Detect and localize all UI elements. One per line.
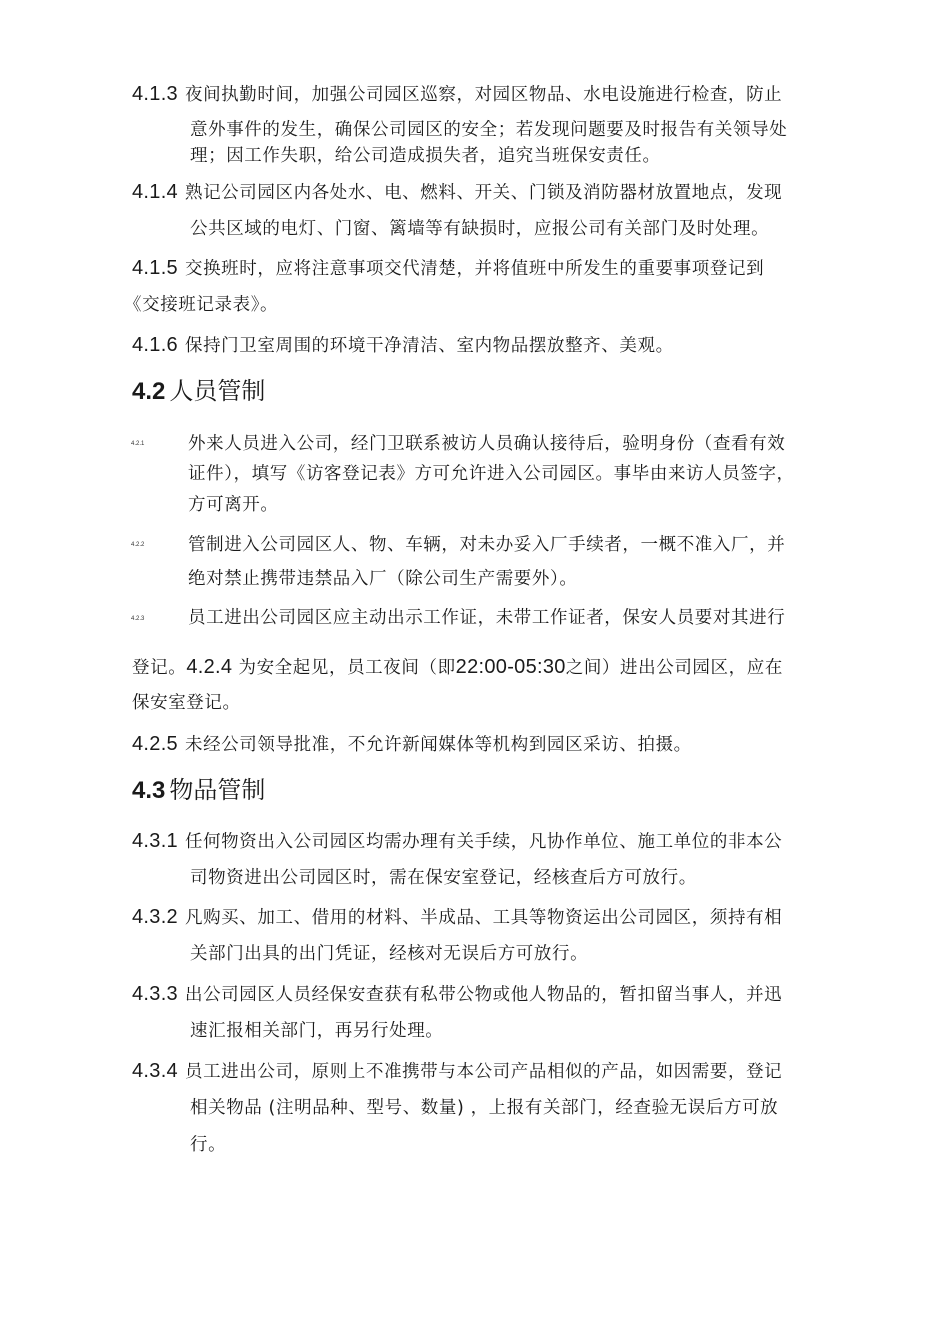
clause-4-2-3-line-3: 保安室登记。	[132, 693, 241, 713]
clause-4-1-5-line-2: 《交接班记录表》。	[124, 295, 279, 315]
clause-4-3-3-line-2: 速汇报相关部门，再另行处理。	[190, 1021, 444, 1041]
clause-number-tiny: 4.2.1	[131, 441, 145, 447]
clause-number-tiny: 4.2.2	[131, 542, 145, 548]
clause-number: 4.1.5	[132, 257, 178, 279]
clause-number: 4.1.4	[132, 181, 178, 203]
clause-number: 4.3.1	[132, 830, 178, 852]
clause-4-3-1-line-2: 司物资进出公司园区时，需在保安室登记，经核查后方可放行。	[190, 868, 697, 888]
clause-4-1-3-line-2: 意外事件的发生，确保公司园区的安全；若发现问题要及时报告有关领导处	[190, 120, 788, 140]
clause-4-1-3-line-1: 4.1.3 夜间执勤时间，加强公司园区巡察，对园区物品、水电设施进行检查，防止	[132, 83, 783, 105]
clause-4-3-3-line-1: 4.3.3 出公司园区人员经保安查获有私带公物或他人物品的，暂扣留当事人，并迅	[132, 983, 783, 1005]
clause-4-1-6-line-1: 4.1.6 保持门卫室周围的环境干净清洁、室内物品摆放整齐、美观。	[132, 334, 674, 356]
clause-4-2-2-line-1: 管制进入公司园区人、物、车辆，对未办妥入厂手续者，一概不准入厂，并	[188, 535, 786, 555]
clause-4-1-5-line-1: 4.1.5 交换班时，应将注意事项交代清楚，并将值班中所发生的重要事项登记到	[132, 257, 765, 279]
clause-4-2-2-line-2: 绝对禁止携带违禁品入厂（除公司生产需要外）。	[188, 569, 578, 589]
section-heading-4-2: 4.2 人员管制	[132, 377, 266, 405]
clause-number: 4.1.3	[132, 83, 178, 105]
clause-number: 4.2.5	[132, 733, 178, 755]
clause-number: 4.3.3	[132, 983, 178, 1005]
clause-number: 4.2.4	[186, 656, 233, 678]
clause-number: 4.3.2	[132, 906, 178, 928]
clause-4-3-4-line-2: 相关物品 (注明品种、型号、数量) ，上报有关部门，经查验无误后方可放	[190, 1098, 779, 1118]
clause-4-1-4-line-1: 4.1.4 熟记公司园区内各处水、电、燃料、开关、门锁及消防器材放置地点，发现	[132, 181, 783, 203]
clause-4-2-3-line-2: 登记。4.2.4 为安全起见，员工夜间（即22:00-05:30之间）进出公司园区，应在	[132, 656, 783, 678]
clause-4-1-4-line-2: 公共区域的电灯、门窗、篱墙等有缺损时，应报公司有关部门及时处理。	[190, 219, 770, 239]
clause-4-3-2-line-1: 4.3.2 凡购买、加工、借用的材料、半成品、工具等物资运出公司园区，须持有相	[132, 906, 783, 928]
clause-4-3-4-line-3: 行。	[190, 1135, 227, 1155]
clause-4-2-1-line-1: 外来人员进入公司，经门卫联系被访人员确认接待后，验明身份（查看有效	[188, 434, 786, 454]
section-heading-4-3: 4.3 物品管制	[132, 776, 266, 804]
clause-4-1-3-line-3: 理；因工作失职，给公司造成损失者，追究当班保安责任。	[190, 146, 661, 166]
clause-4-2-5-line-1: 4.2.5 未经公司领导批准，不允许新闻媒体等机构到园区采访、拍摄。	[132, 733, 692, 755]
clause-4-2-1-line-2: 证件），填写《访客登记表》方可允许进入公司园区。事毕由来访人员签字，	[188, 464, 795, 484]
clause-4-2-1-line-3: 方可离开。	[188, 495, 279, 515]
clause-number-tiny: 4.2.3	[131, 616, 145, 622]
clause-number: 4.3.4	[132, 1060, 178, 1082]
clause-4-3-1-line-1: 4.3.1 任何物资出入公司园区均需办理有关手续，凡协作单位、施工单位的非本公	[132, 830, 783, 852]
clause-4-3-4-line-1: 4.3.4 员工进出公司，原则上不准携带与本公司产品相似的产品，如因需要，登记	[132, 1060, 783, 1082]
clause-number: 4.1.6	[132, 334, 178, 356]
clause-4-2-3-line-1: 员工进出公司园区应主动出示工作证，未带工作证者，保安人员要对其进行	[188, 608, 786, 628]
clause-4-3-2-line-2: 关部门出具的出门凭证，经核对无误后方可放行。	[190, 944, 589, 964]
